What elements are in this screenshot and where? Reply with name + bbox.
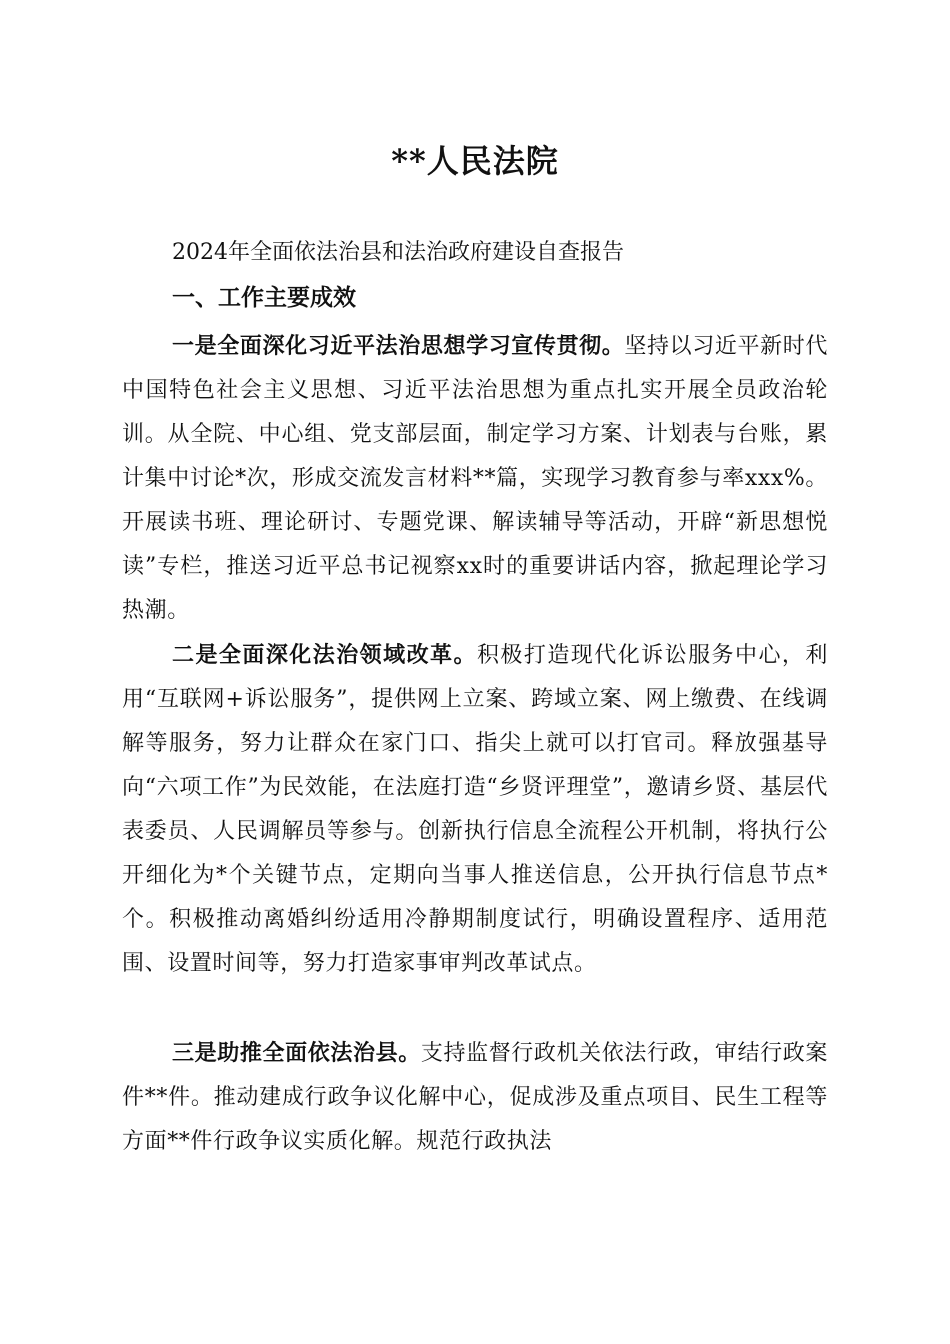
report-subtitle: 2024年全面依法治县和法治政府建设自查报告 (172, 240, 624, 265)
paragraph-lead: 二是全面深化法治领域改革。 (172, 642, 477, 668)
paragraph-lead: 一是全面深化习近平法治思想学习宣传贯彻。 (172, 333, 625, 359)
paragraph-lead: 三是助推全面依法治县。 (172, 1040, 421, 1066)
paragraph-body: 支持监督行政机关依法行政，审结行政案件**件。推动建成行政争议化解中心，促成涉及重点项目、民生工程等方面**件行政争议实质化解。规范行政执法 (122, 1041, 828, 1154)
paragraph-body: 积极打造现代化诉讼服务中心，利用“互联网+诉讼服务”，提供网上立案、跨域立案、网上缴费、在线调解等服务，努力让群众在家门口、指尖上就可以打官司。释放强基导向“六项工作”为民效能，在法庭打造“乡贤评理堂”，邀请乡贤、基层代表委员、人民调解员等参与。创新执行信息全流程公开机制，将执行公开细化为*个关键节点，定期向当事人推送信息，公开执行信息节点*个。积极推动离婚纠纷适用冷静期制度试行，明确设置程序、适用范围、设置时间等，努力打造家事审判改革试点。 (122, 643, 828, 976)
section-heading: 一、工作主要成效 (172, 285, 356, 311)
paragraph-reform (122, 633, 828, 986)
paragraph-study-promotion (122, 324, 828, 633)
paragraph-body: 坚持以习近平新时代中国特色社会主义思想、习近平法治思想为重点扎实开展全员政治轮训。从全院、中心组、党支部层面，制定学习方案、计划表与台账，累计集中讨论*次，形成交流发言材料**篇，实现学习教育参与率xxx%。开展读书班、理论研讨、专题党课、解读辅导等活动，开辟“新思想悦读”专栏，推送习近平总书记视察xx时的重要讲话内容，掀起理论学习热潮。 (122, 334, 828, 623)
paragraph-rule-of-law (122, 1031, 828, 1164)
document-title: **人民法院 (391, 142, 559, 180)
